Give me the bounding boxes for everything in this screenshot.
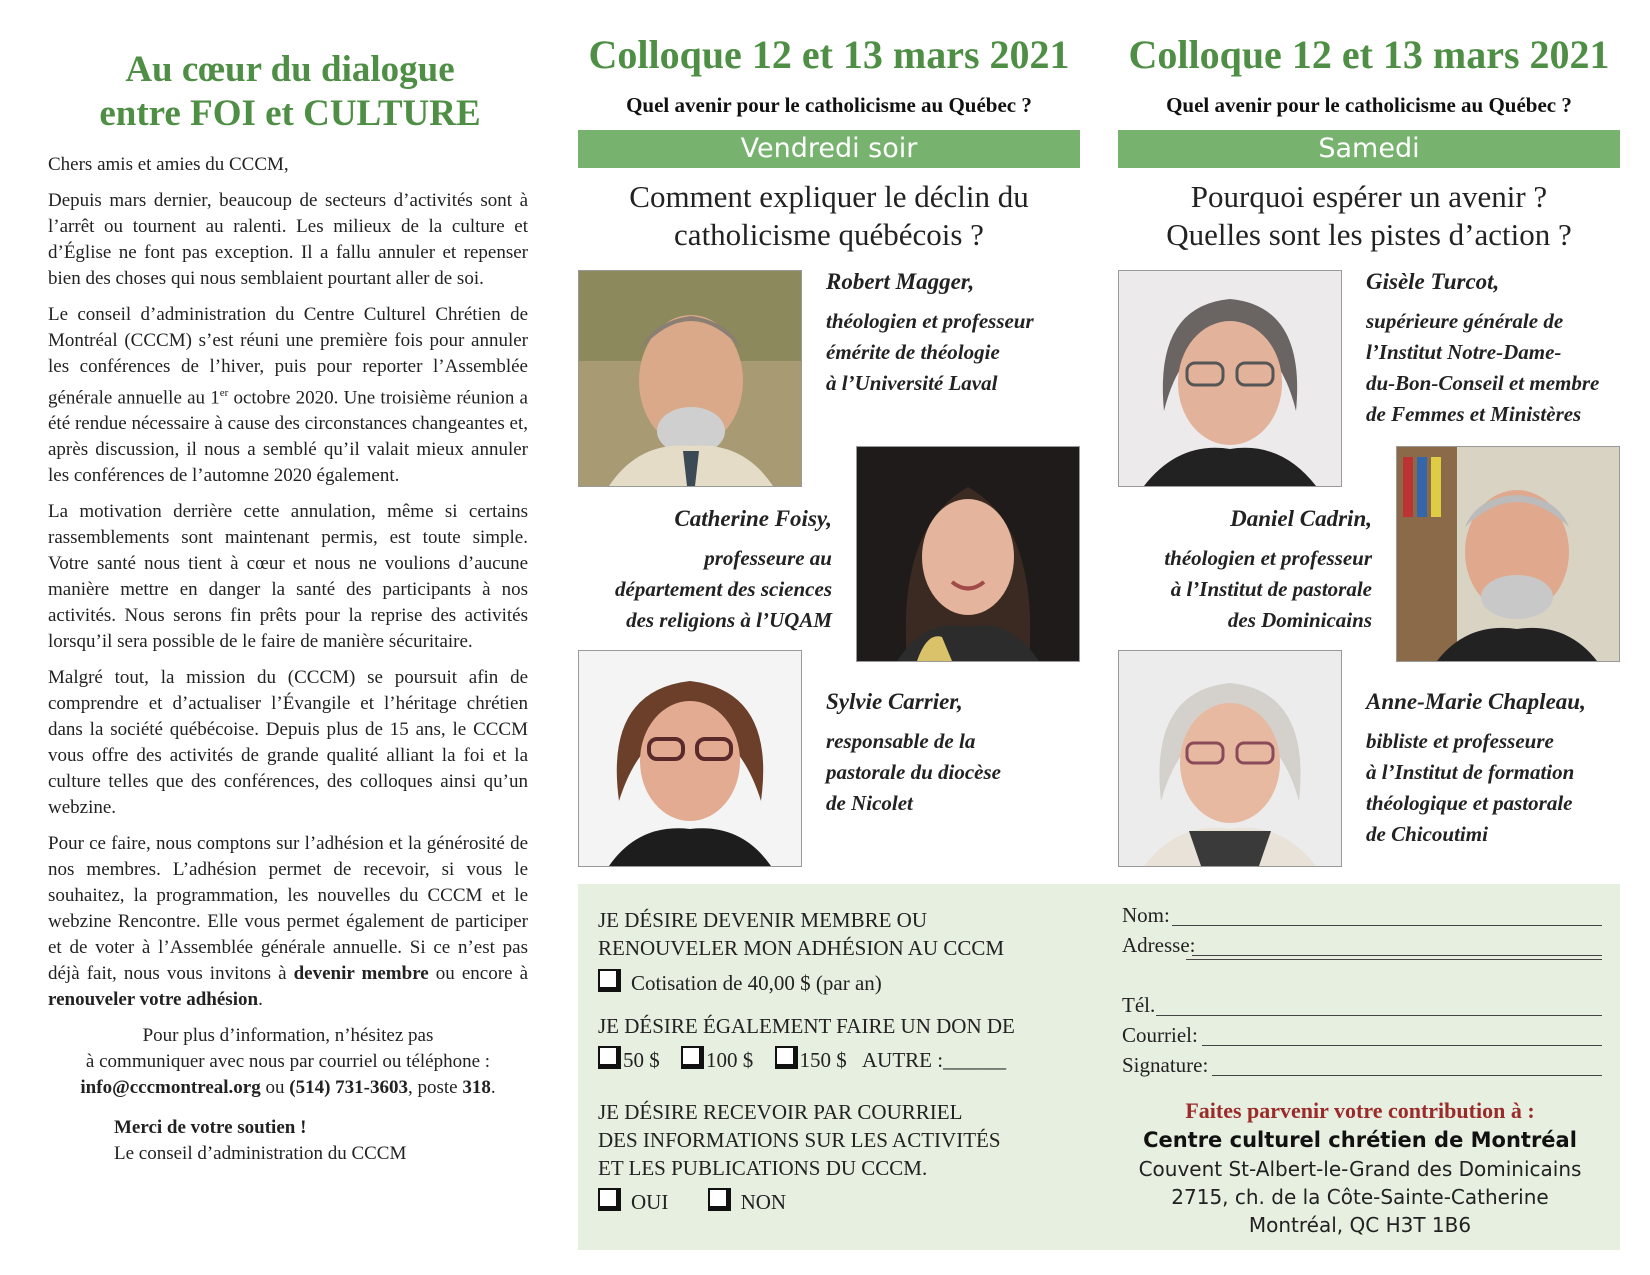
speaker-name: Catherine Foisy,: [674, 506, 832, 531]
info-line-2: à communiquer avec nous par courriel ou téléphone :: [85, 1051, 491, 1073]
speaker-sylvie-carrier: [826, 688, 1086, 819]
speaker-name: Robert Magger,: [826, 269, 975, 294]
friday-question-line1: Comment expliquer le déclin du: [629, 179, 1029, 214]
portrait-anne-marie-chapleau: [1119, 651, 1341, 866]
speaker-name: Anne-Marie Chapleau,: [1366, 689, 1586, 714]
superscript-er: er: [219, 387, 229, 399]
adresse-line[interactable]: [1192, 955, 1602, 956]
signature-line-input[interactable]: [1212, 1075, 1602, 1076]
don-150-checkbox[interactable]: [775, 1046, 798, 1069]
adresse-line-2[interactable]: [1186, 959, 1602, 960]
contact-ext-label: , poste: [407, 1077, 463, 1099]
speaker-gisele-turcot: [1366, 268, 1628, 430]
portrait-daniel-cadrin: [1397, 447, 1619, 661]
organization-name: Centre culturel chrétien de Montréal: [1143, 1128, 1577, 1152]
nom-label: Nom:: [1122, 903, 1170, 927]
address-line-2: 2715, ch. de la Côte-Sainte-Catherine: [1171, 1185, 1549, 1209]
speaker-anne-marie-chapleau: [1366, 688, 1628, 850]
contact-line: [48, 1075, 528, 1101]
photo-anne-marie-chapleau: [1118, 650, 1342, 867]
email-consent-options: [598, 1188, 786, 1216]
signature-label: Signature:: [1122, 1053, 1209, 1077]
don-autre-field[interactable]: AUTRE :______: [862, 1048, 1007, 1072]
email-consent-line2: DES INFORMATIONS SUR LES ACTIVITÉS: [598, 1128, 1001, 1152]
speaker-name: Sylvie Carrier,: [826, 689, 963, 714]
contact-email[interactable]: info@cccmontreal.org: [80, 1077, 261, 1099]
greeting: Chers amis et amies du CCCM,: [48, 154, 289, 175]
cotisation-checkbox[interactable]: [598, 969, 621, 992]
portrait-gisele-turcot: [1119, 271, 1341, 486]
signoff: [114, 1115, 528, 1167]
speaker-role-line: théologien et professeur: [826, 309, 1034, 333]
email-consent-line3: ET LES PUBLICATIONS DU CCCM.: [598, 1156, 928, 1180]
paragraph-2a: Le conseil d’administration du Centre Culturel Chrétien de Montréal (CCCM) s’est réuni une première fois pour annuler les conférences de l’hiver, puis pour reporter l’Assemblée générale annuelle au 1: [48, 304, 528, 409]
mailing-address-block: [1100, 1097, 1620, 1239]
don-100-label: 100 $: [706, 1048, 754, 1072]
paragraph-2b: octobre 2020. Une troisième réunion a été rendue nécessaire à cause des circonstances changeantes et, après discussion, il nous a semblé qu’il valait mieux annuler les conférences de l’automne 2020 également.: [48, 387, 528, 487]
speaker-role-line: à l’Université Laval: [826, 371, 998, 395]
non-label: NON: [740, 1190, 787, 1214]
thanks: Merci de votre soutien !: [114, 1117, 307, 1139]
contact-or: ou: [260, 1077, 290, 1099]
speaker-role-line: des Dominicains: [1227, 608, 1372, 632]
don-50-label: 50 $: [623, 1048, 660, 1072]
saturday-question-line1: Pourquoi espérer un avenir ?: [1190, 179, 1548, 214]
nom-field[interactable]: [1122, 902, 1602, 928]
paragraph-3: La motivation derrière cette annulation, même si certains rassemblements sont maintenant permis, est toute simple. Votre santé nous tient à cœur et nous ne voulions d’aucune manière mettre en danger la santé des participants à nos activités. Nous serons fin prêts pour la reprise des activités lorsqu’il sera possible de le faire de manière sécuritaire.: [48, 501, 528, 653]
send-title: Faites parvenir votre contribution à :: [1185, 1098, 1535, 1123]
speaker-name: Gisèle Turcot,: [1366, 269, 1500, 294]
friday-question: [578, 178, 1080, 254]
left-title-line2: entre FOI et CULTURE: [99, 93, 481, 134]
membership-line1: JE DÉSIRE DEVENIR MEMBRE OU: [598, 908, 927, 932]
speaker-role-line: émérite de théologie: [826, 340, 1000, 364]
speaker-robert-magger: [826, 268, 1086, 399]
speaker-daniel-cadrin: [1100, 505, 1372, 636]
contact-phone[interactable]: (514) 731-3603: [289, 1077, 408, 1099]
adresse-label: Adresse:: [1122, 933, 1196, 957]
letter-body: [48, 152, 528, 1167]
speaker-role-line: du-Bon-Conseil et membre: [1366, 371, 1600, 395]
friday-banner: Vendredi soir: [578, 130, 1080, 168]
portrait-catherine-foisy: [857, 447, 1079, 661]
don-50-checkbox[interactable]: [598, 1046, 621, 1069]
saturday-colloque-title: Colloque 12 et 13 mars 2021: [1128, 32, 1610, 77]
courriel-line[interactable]: [1202, 1045, 1602, 1046]
saturday-question: [1118, 178, 1620, 254]
oui-checkbox[interactable]: [598, 1188, 621, 1211]
photo-robert-magger: [578, 270, 802, 487]
membership-line2: RENOUVELER MON ADHÉSION AU CCCM: [598, 936, 1005, 960]
cotisation-label: Cotisation de 40,00 $ (par an): [631, 971, 882, 995]
friday-question-line2: catholicisme québécois ?: [674, 217, 984, 252]
oui-label: OUI: [631, 1190, 669, 1214]
friday-subtitle: Quel avenir pour le catholicisme au Québec ?: [626, 93, 1032, 117]
renouveler-text: renouveler votre adhésion: [48, 989, 259, 1011]
left-title-line1: Au cœur du dialogue: [125, 49, 455, 90]
friday-colloque-title: Colloque 12 et 13 mars 2021: [588, 32, 1070, 77]
tel-label: Tél.: [1122, 993, 1156, 1017]
saturday-banner: Samedi: [1118, 130, 1620, 168]
speaker-name: Daniel Cadrin,: [1230, 506, 1372, 531]
paragraph-1: Depuis mars dernier, beaucoup de secteurs d’activités sont à l’arrêt ou tournent au ralenti. Les milieux de la culture et d’Église ne font pas exception. Il a fallu annuler et repenser bien des choses qui nous semblaient pourtant aller de soi.: [48, 190, 528, 289]
don-100-checkbox[interactable]: [681, 1046, 704, 1069]
paragraph-4: Malgré tout, la mission du (CCCM) se poursuit afin de comprendre et d’actualiser l’Évangile et l’héritage chrétien dans la société québécoise. Depuis plus de 15 ans, le CCCM vous offre des activités de grande qualité alliant la foi et la culture telles que des conférences, des colloques ainsi qu’un webzine.: [48, 667, 528, 819]
contact-block: [48, 1023, 528, 1101]
speaker-role-line: de Nicolet: [826, 791, 913, 815]
courriel-field[interactable]: [1122, 1022, 1602, 1048]
tel-field[interactable]: [1122, 992, 1602, 1018]
speaker-role-line: l’Institut Notre-Dame-: [1366, 340, 1562, 364]
photo-sylvie-carrier: [578, 650, 802, 867]
saturday-question-line2: Quelles sont les pistes d’action ?: [1166, 217, 1572, 252]
non-checkbox[interactable]: [708, 1188, 731, 1211]
speaker-role-line: de Femmes et Ministères: [1366, 402, 1582, 426]
paragraph-2: [48, 302, 528, 489]
paragraph-5b: ou encore à: [428, 963, 529, 985]
paragraph-5c: .: [258, 989, 263, 1011]
speaker-role-line: à l’Institut de formation: [1366, 760, 1575, 784]
don-150-label: 150 $: [799, 1048, 847, 1072]
info-line-1: Pour plus d’information, n’hésitez pas: [142, 1025, 434, 1047]
don-options: [598, 1046, 1006, 1074]
contact-end: .: [490, 1077, 496, 1099]
portrait-robert-magger: [579, 271, 801, 486]
email-consent-heading: [598, 1098, 1068, 1182]
contact-ext: 318: [462, 1077, 491, 1099]
address-line-1: Couvent St-Albert-le-Grand des Dominicains: [1138, 1157, 1582, 1181]
photo-daniel-cadrin: [1396, 446, 1620, 662]
portrait-sylvie-carrier: [579, 651, 801, 866]
cotisation-option[interactable]: [598, 969, 882, 997]
speaker-role-line: des religions à l’UQAM: [626, 608, 832, 632]
adresse-field[interactable]: [1122, 932, 1602, 958]
speaker-role-line: à l’Institut de pastorale: [1170, 577, 1372, 601]
tel-line[interactable]: [1156, 1015, 1602, 1016]
speaker-role-line: responsable de la: [826, 729, 976, 753]
paragraph-5: [48, 831, 528, 1013]
saturday-subtitle: Quel avenir pour le catholicisme au Québec ?: [1166, 93, 1572, 117]
speaker-role-line: bibliste et professeure: [1366, 729, 1554, 753]
signature-field[interactable]: [1122, 1052, 1602, 1078]
address-line-3: Montréal, QC H3T 1B6: [1248, 1213, 1472, 1237]
speaker-role-line: professeure au: [704, 546, 832, 570]
email-consent-line1: JE DÉSIRE RECEVOIR PAR COURRIEL: [598, 1100, 963, 1124]
speaker-role-line: théologien et professeur: [1164, 546, 1372, 570]
don-heading: JE DÉSIRE ÉGALEMENT FAIRE UN DON DE: [598, 1014, 1015, 1038]
speaker-catherine-foisy: [560, 505, 832, 636]
left-title: [40, 48, 540, 136]
speaker-role-line: théologique et pastorale: [1366, 791, 1573, 815]
speaker-role-line: de Chicoutimi: [1366, 822, 1488, 846]
speaker-role-line: supérieure générale de: [1366, 309, 1564, 333]
speaker-role-line: département des sciences: [615, 577, 832, 601]
courriel-label: Courriel:: [1122, 1023, 1198, 1047]
signature-line: Le conseil d’administration du CCCM: [114, 1143, 407, 1165]
membership-heading: [598, 906, 1068, 962]
nom-line[interactable]: [1172, 925, 1602, 926]
photo-gisele-turcot: [1118, 270, 1342, 487]
photo-catherine-foisy: [856, 446, 1080, 662]
speaker-role-line: pastorale du diocèse: [826, 760, 1001, 784]
devenir-membre-text: devenir membre: [293, 963, 429, 985]
paragraph-5a: Pour ce faire, nous comptons sur l’adhésion et la générosité de nos membres. L’adhésion permet de recevoir, si vous le souhaitez, la programmation, les nouvelles du CCCM et le webzine Rencontre. Elle vous permet également de participer et de voter à l’Assemblée générale annuelle. Si ce n’est pas déjà fait, nous vous invitons à: [48, 833, 528, 985]
